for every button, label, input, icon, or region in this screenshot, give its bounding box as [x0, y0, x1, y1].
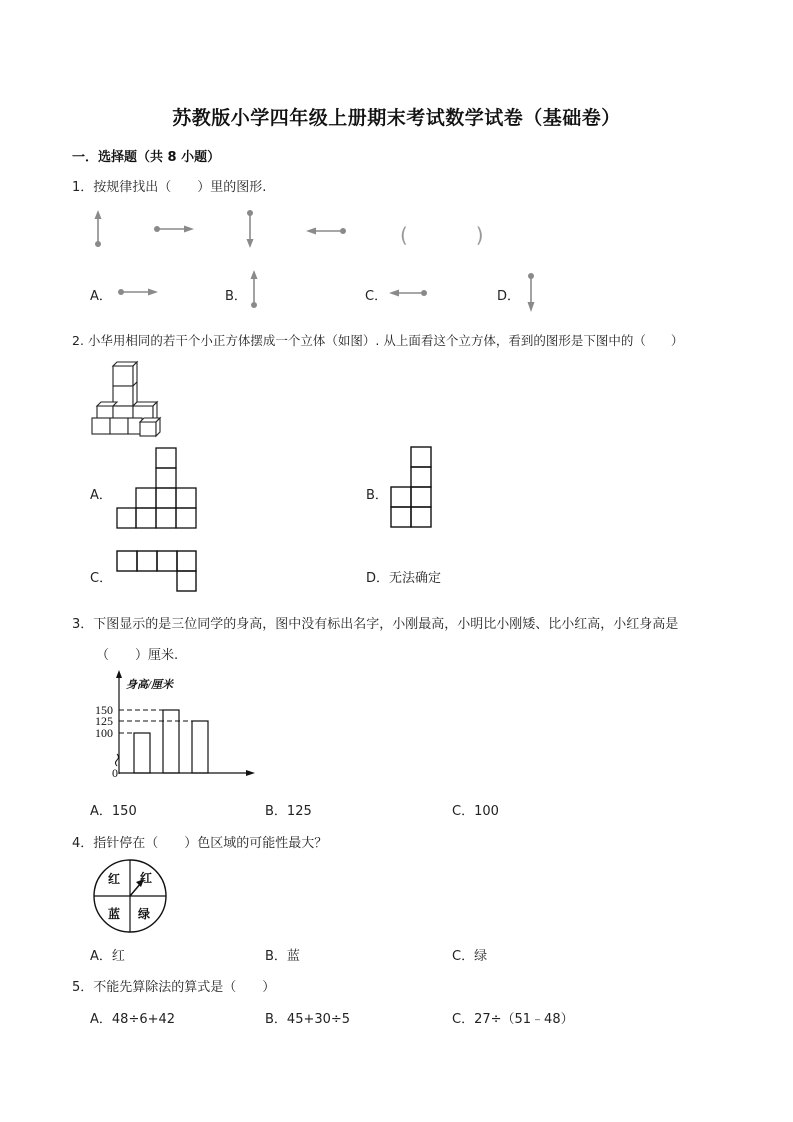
option-b-label[interactable]: B． [366, 488, 388, 503]
arrow-down-icon [242, 209, 262, 249]
question-1-text: 1．按规律找出（ ）里的图形. [72, 180, 267, 195]
sector-blue: 蓝 [108, 907, 121, 921]
option-c-label: C． [452, 949, 475, 964]
option-c-label: C． [452, 1012, 475, 1027]
option-a-text: 红 [111, 949, 125, 964]
answer-blank: ( ) [400, 223, 486, 247]
option-c-text: 27÷（51﹣48） [474, 1012, 574, 1027]
top-view-grid-b [390, 446, 434, 530]
option-a-label[interactable]: A． [90, 488, 112, 503]
y-axis-label: 身高/厘米 [126, 679, 174, 691]
ytick-0: 0 [112, 766, 118, 780]
option-c[interactable] [452, 800, 499, 819]
arrow-right-icon [116, 285, 161, 299]
cube-stack-figure [92, 360, 172, 435]
arrow-up-icon [90, 210, 110, 250]
arrow-left-icon [388, 286, 433, 300]
option-a[interactable] [90, 945, 125, 964]
option-d-label: D． [366, 571, 390, 586]
option-b[interactable] [265, 800, 312, 819]
ytick-125: 125 [95, 714, 113, 728]
arrow-left-icon [305, 224, 350, 238]
arrow-right-icon [152, 222, 197, 236]
option-a-text: 48÷6+42 [111, 1012, 176, 1027]
ytick-150: 150 [95, 703, 113, 717]
option-b-label: B． [265, 1012, 287, 1027]
sector-red-1: 红 [108, 872, 121, 886]
option-a[interactable] [90, 800, 137, 819]
option-a[interactable] [90, 1008, 175, 1027]
option-b[interactable] [265, 1008, 350, 1027]
option-d[interactable] [366, 567, 441, 586]
option-c-text: 绿 [474, 949, 488, 964]
option-c-label: C． [452, 804, 475, 819]
option-b-text: 蓝 [286, 949, 300, 964]
option-d-label[interactable]: D． [497, 289, 521, 304]
section-heading: 一．选择题（共 8 小题） [72, 150, 221, 165]
option-c[interactable] [452, 945, 487, 964]
height-bar-chart [88, 670, 263, 780]
sector-red-2: 红 [140, 871, 153, 885]
option-a-label: A． [90, 1012, 112, 1027]
top-view-grid-a [116, 447, 200, 531]
option-c[interactable] [452, 1008, 574, 1027]
option-b-text: 125 [286, 804, 312, 819]
top-view-grid-c [116, 550, 200, 594]
arrow-up-icon [246, 270, 266, 310]
option-a-label: A． [90, 804, 112, 819]
question-5-text: 5．不能先算除法的算式是（ ） [72, 980, 276, 995]
option-d-text: 无法确定 [389, 571, 442, 586]
option-c-text: 100 [474, 804, 499, 819]
option-a-label: A． [90, 949, 112, 964]
spinner-figure [92, 858, 170, 934]
page-title: 苏教版小学四年级上册期末考试数学试卷（基础卷） [172, 107, 621, 129]
option-b-label: B． [265, 804, 287, 819]
sector-green: 绿 [138, 907, 151, 921]
option-a-text: 150 [111, 804, 137, 819]
question-3-text-line1: 3．下图显示的是三位同学的身高，图中没有标出名字，小刚最高，小明比小刚矮、比小红高，小红身高是 [72, 617, 679, 632]
option-b-label: B． [265, 949, 287, 964]
question-2-text: 2. 小华用相同的若干个小正方体摆成一个立体（如图）. 从上面看这个立方体，看到的图形是下图中的（ ） [72, 333, 684, 348]
option-c-label[interactable]: C． [365, 289, 388, 304]
option-c-label[interactable]: C． [90, 571, 113, 586]
question-4-text: 4．指针停在（ ）色区域的可能性最大？ [72, 836, 328, 851]
option-b-text: 45+30÷5 [286, 1012, 351, 1027]
arrow-down-icon [523, 272, 543, 314]
question-3-text-line2: （ ）厘米. [96, 648, 179, 663]
ytick-100: 100 [95, 726, 113, 740]
option-b[interactable] [265, 945, 300, 964]
option-a-label[interactable]: A． [90, 289, 112, 304]
option-b-label[interactable]: B． [225, 289, 247, 304]
